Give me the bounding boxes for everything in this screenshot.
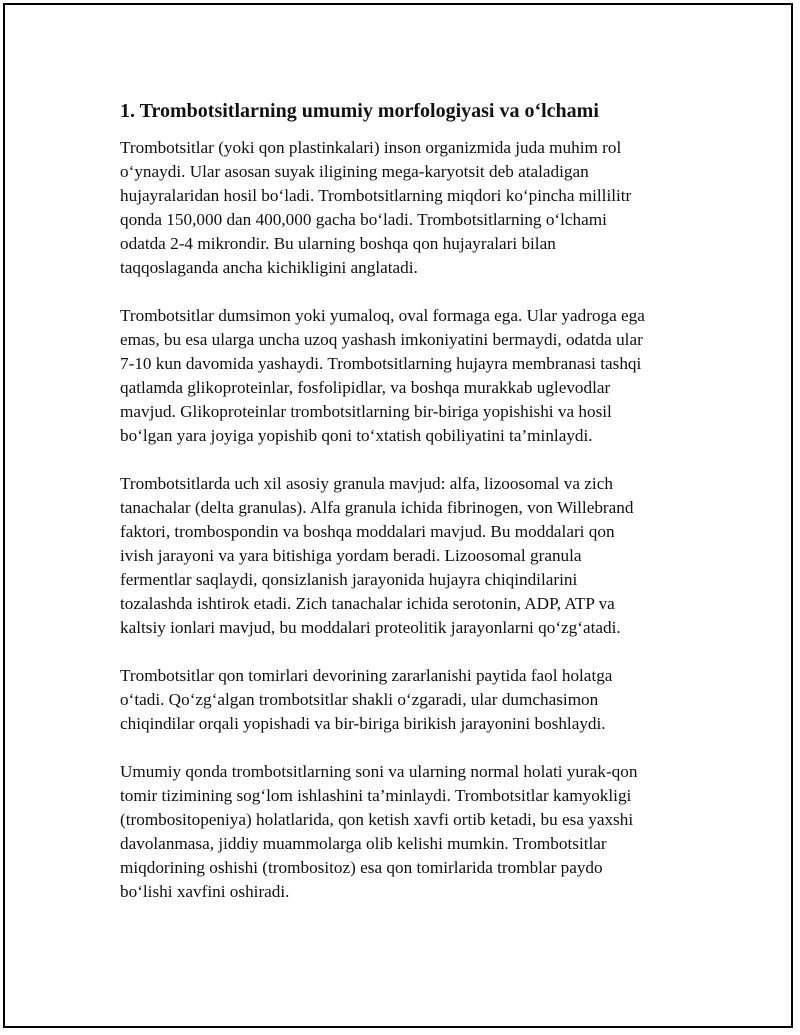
text-line: 7-10 kun davomida yashaydi. Trombotsitlarning hujayra membranasi tashqi xyxy=(120,354,642,373)
text-line: Trombotsitlar (yoki qon plastinkalari) inson organizmida juda muhim rol xyxy=(120,138,622,157)
text-line: o‘tadi. Qo‘zg‘algan trombotsitlar shakli o‘zgaradi, ular dumchasimon xyxy=(120,690,599,709)
text-line: hujayralaridan hosil bo‘ladi. Trombotsitlarning miqdori ko‘pincha millilitr xyxy=(120,186,632,205)
text-line: kaltsiy ionlari mavjud, bu moddalari proteolitik jarayonlarni qo‘zg‘atadi. xyxy=(120,618,621,637)
text-line: ivish jarayoni va yara bitishiga yordam beradi. Lizoosomal granula xyxy=(120,546,582,565)
text-line: chiqindilar orqali yopishadi va bir-biriga birikish jarayonini boshlaydi. xyxy=(120,714,606,733)
paragraph-4 xyxy=(120,664,700,736)
section-heading: 1. Trombotsitlarning umumiy morfologiyasi va o‘lchami xyxy=(120,100,599,122)
text-line: tomir tizimining sog‘lom ishlashini ta’minlaydi. Trombotsitlar kamyokligi xyxy=(120,786,632,805)
text-line: odatda 2-4 mikrondir. Bu ularning boshqa qon hujayralari bilan xyxy=(120,234,556,253)
paragraph-2 xyxy=(120,304,700,448)
text-line: o‘ynaydi. Ular asosan suyak iligining mega-karyotsit deb ataladigan xyxy=(120,162,589,181)
paragraph-3 xyxy=(120,472,700,640)
text-line: faktori, trombospondin va boshqa moddalari mavjud. Bu moddalari qon xyxy=(120,522,615,541)
text-line: qonda 150,000 dan 400,000 gacha bo‘ladi. Trombotsitlarning o‘lchami xyxy=(120,210,607,229)
text-line: (trombositopeniya) holatlarida, qon ketish xavfi ortib ketadi, bu esa yaxshi xyxy=(120,810,634,829)
text-line: bo‘lgan yara joyiga yopishib qoni to‘xtatish qobiliyatini ta’minlaydi. xyxy=(120,426,593,445)
text-line: mavjud. Glikoproteinlar trombotsitlarning bir-biriga yopishishi va hosil xyxy=(120,402,612,421)
text-line: Trombotsitlarda uch xil asosiy granula mavjud: alfa, lizoosomal va zich xyxy=(120,474,613,493)
text-line: davolanmasa, jiddiy muammolarga olib kelishi mumkin. Trombotsitlar xyxy=(120,834,607,853)
text-line: miqdorining oshishi (trombositoz) esa qon tomirlarida tromblar paydo xyxy=(120,858,603,877)
document-body xyxy=(120,98,700,928)
text-line: bo‘lishi xavfini oshiradi. xyxy=(120,882,290,901)
text-line: Umumiy qonda trombotsitlarning soni va ularning normal holati yurak-qon xyxy=(120,762,638,781)
text-line: fermentlar saqlaydi, qonsizlanish jarayonida hujayra chiqindilarini xyxy=(120,570,578,589)
paragraph-5 xyxy=(120,760,700,904)
paragraph-1 xyxy=(120,136,700,280)
text-line: emas, bu esa ularga uncha uzoq yashash imkoniyatini bermaydi, odatda ular xyxy=(120,330,643,349)
text-line: Trombotsitlar qon tomirlari devorining zararlanishi paytida faol holatga xyxy=(120,666,613,685)
document-page xyxy=(3,3,793,1028)
text-line: taqqoslaganda ancha kichikligini anglatadi. xyxy=(120,258,418,277)
text-line: Trombotsitlar dumsimon yoki yumaloq, oval formaga ega. Ular yadroga ega xyxy=(120,306,645,325)
text-line: tozalashda ishtirok etadi. Zich tanachalar ichida serotonin, ADP, ATP va xyxy=(120,594,615,613)
text-line: qatlamda glikoproteinlar, fosfolipidlar, va boshqa murakkab uglevodlar xyxy=(120,378,611,397)
text-line: tanachalar (delta granulas). Alfa granula ichida fibrinogen, von Willebrand xyxy=(120,498,634,517)
